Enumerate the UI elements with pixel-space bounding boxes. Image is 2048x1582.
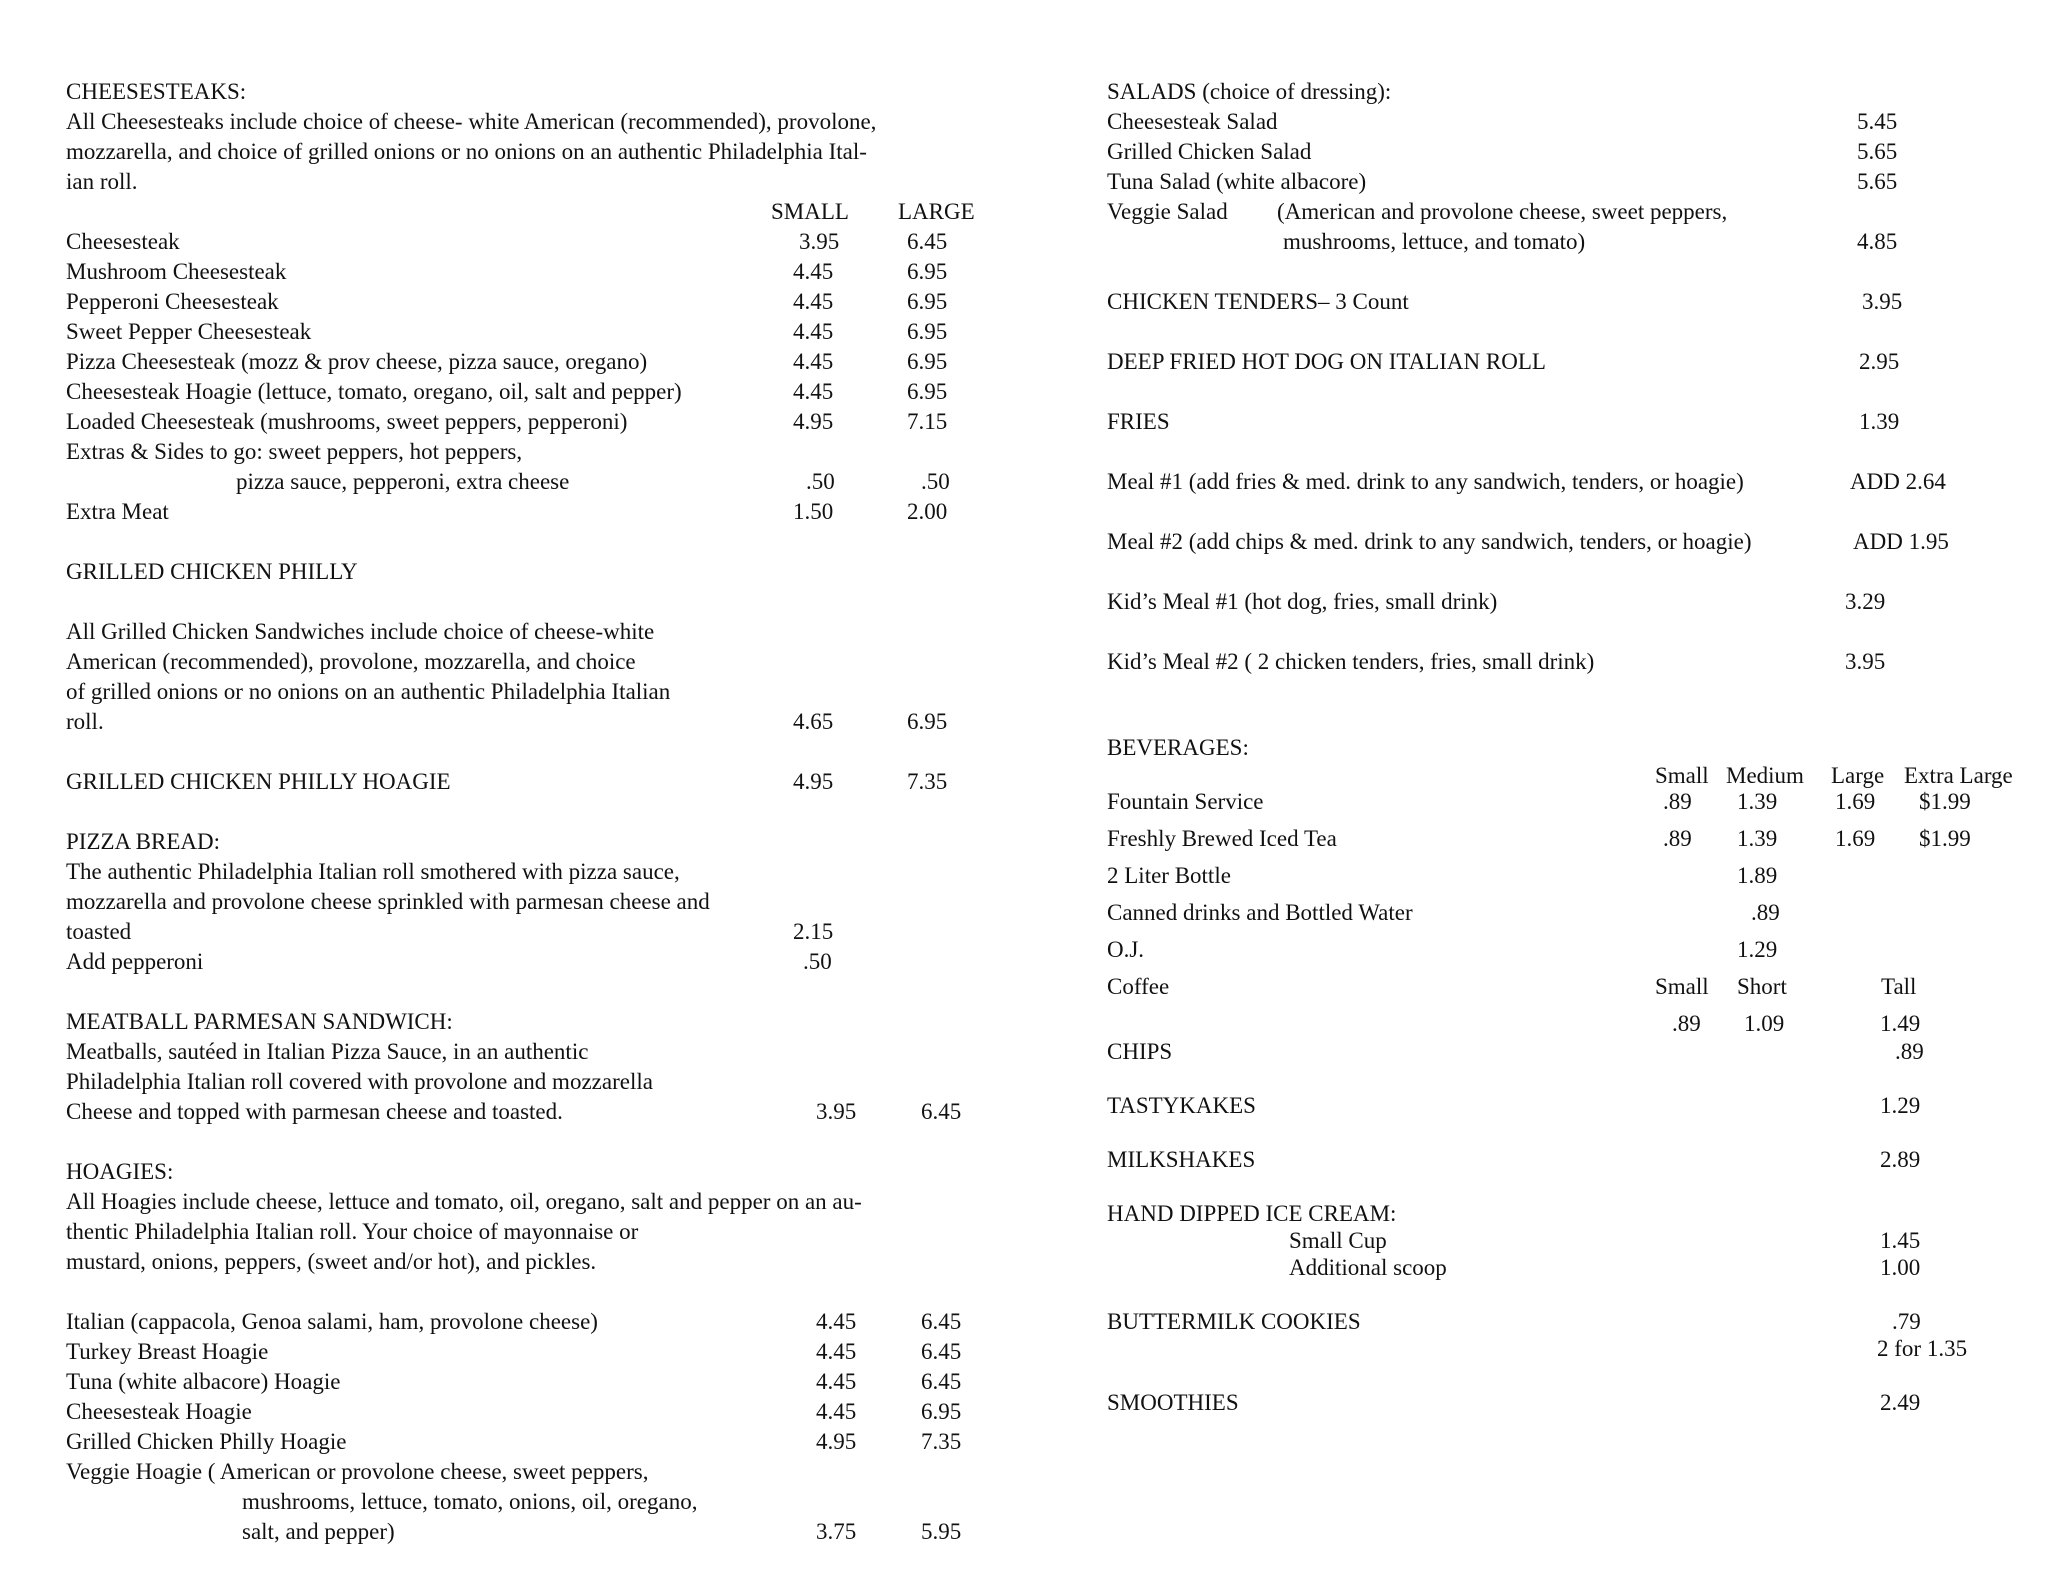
grilled-chicken-desc-line: roll. (66, 709, 104, 734)
menu-item-name: TASTYKAKES (1107, 1093, 1256, 1118)
menu-item-price: 2.49 (1880, 1390, 1921, 1415)
menu-item-price: 3.29 (1845, 589, 1886, 614)
beverage-price-xl: $1.99 (1919, 826, 1971, 851)
menu-item-price: 5.65 (1857, 169, 1898, 194)
menu-item-name: Pizza Cheesesteak (mozz & prov cheese, pizza sauce, oregano) (66, 349, 648, 374)
menu-item-price-large: 6.45 (921, 1309, 962, 1334)
menu-item-price: 5.45 (1857, 109, 1898, 134)
menu-item-price-large: 7.15 (907, 409, 948, 434)
menu-item-price-small: 4.45 (793, 259, 834, 284)
beverage-price-small: .89 (1663, 826, 1692, 851)
menu-item-name: Turkey Breast Hoagie (66, 1339, 269, 1364)
cheesesteaks-desc-line: All Cheesesteaks include choice of cheese- white American (recommended), provolone, (66, 109, 877, 134)
beverage-price-medium: 1.39 (1737, 789, 1778, 814)
menu-item-price: 4.85 (1857, 229, 1898, 254)
menu-item-name: DEEP FRIED HOT DOG ON ITALIAN ROLL (1107, 349, 1546, 374)
menu-item-name: Additional scoop (1289, 1255, 1447, 1280)
menu-item-name: Loaded Cheesesteak (mushrooms, sweet peppers, pepperoni) (66, 409, 628, 434)
menu-item-name: Pepperoni Cheesesteak (66, 289, 279, 314)
beverage-price-xl: $1.99 (1919, 789, 1971, 814)
menu-item-price-large: 6.95 (907, 259, 948, 284)
menu-item-price-small: 4.95 (793, 769, 834, 794)
menu-item-price-small: 4.45 (816, 1339, 857, 1364)
beverage-name: Freshly Brewed Iced Tea (1107, 826, 1337, 851)
extras-price-small: .50 (806, 469, 835, 494)
beverage-price-large: 1.69 (1835, 826, 1876, 851)
coffee-price-tall: 1.49 (1880, 1011, 1921, 1036)
menu-item-price-large: 2.00 (907, 499, 948, 524)
beverage-price-medium: 1.39 (1737, 826, 1778, 851)
menu-item-price-small: 4.45 (793, 289, 834, 314)
veggie-hoagie-line: mushrooms, lettuce, tomato, onions, oil, oregano, (242, 1489, 698, 1514)
veggie-salad-desc: (American and provolone cheese, sweet peppers, (1277, 199, 1728, 224)
beverage-price-large: 1.69 (1835, 789, 1876, 814)
menu-item-name: Cheesesteak Hoagie (66, 1399, 252, 1424)
meatball-desc-line: Cheese and topped with parmesan cheese and toasted. (66, 1099, 563, 1124)
beverage-size-medium: Medium (1726, 763, 1804, 788)
pizza-bread-desc-line: mozzarella and provolone cheese sprinkled with parmesan cheese and (66, 889, 710, 914)
cookie-price-single: .79 (1892, 1309, 1921, 1334)
beverage-size-large: Large (1831, 763, 1885, 788)
menu-item-name: Cheesesteak Salad (1107, 109, 1278, 134)
beverage-size-small: Small (1655, 763, 1709, 788)
hoagies-desc-line: All Hoagies include cheese, lettuce and tomato, oil, oregano, salt and pepper on an au- (66, 1189, 862, 1214)
menu-item-price: 3.95 (1862, 289, 1903, 314)
hoagies-desc-line: thentic Philadelphia Italian roll. Your choice of mayonnaise or (66, 1219, 639, 1244)
menu-item-price-large: 6.45 (921, 1099, 962, 1124)
menu-item-name: SMOOTHIES (1107, 1390, 1239, 1415)
menu-item-name: Cheesesteak Hoagie (lettuce, tomato, oregano, oil, salt and pepper) (66, 379, 682, 404)
menu-item-price-small: 3.95 (816, 1099, 857, 1124)
menu-item-price: 5.65 (1857, 139, 1898, 164)
menu-item-name: CHICKEN TENDERS– 3 Count (1107, 289, 1409, 314)
veggie-hoagie-line: Veggie Hoagie ( American or provolone cheese, sweet peppers, (66, 1459, 649, 1484)
menu-item-price-large: 7.35 (921, 1429, 962, 1454)
menu-item-price-large: 6.95 (907, 709, 948, 734)
menu-item-price: ADD 2.64 (1850, 469, 1946, 494)
menu-item-name: MILKSHAKES (1107, 1147, 1256, 1172)
menu-item-name: Extra Meat (66, 499, 169, 524)
coffee-price-small: .89 (1672, 1011, 1701, 1036)
menu-item-name: Cheesesteak (66, 229, 180, 254)
menu-item-price-large: 7.35 (907, 769, 948, 794)
menu-item-price-small: 4.45 (816, 1399, 857, 1424)
menu-item-price-large: 6.95 (907, 289, 948, 314)
menu-item-price: 1.29 (1880, 1093, 1921, 1118)
beverage-price-medium: 1.89 (1737, 863, 1778, 888)
menu-item-name: Mushroom Cheesesteak (66, 259, 287, 284)
menu-item-name: Add pepperoni (66, 949, 204, 974)
menu-item-name: Small Cup (1289, 1228, 1387, 1253)
menu-item-name: Kid’s Meal #1 (hot dog, fries, small drink) (1107, 589, 1498, 614)
menu-item-price-small: 4.45 (793, 319, 834, 344)
menu-item-name: Tuna Salad (white albacore) (1107, 169, 1367, 194)
pizza-bread-desc-line: toasted (66, 919, 132, 944)
size-small-header: SMALL (771, 199, 849, 224)
menu-item-name: Kid’s Meal #2 ( 2 chicken tenders, fries, small drink) (1107, 649, 1595, 674)
menu-item-name: Italian (cappacola, Genoa salami, ham, provolone cheese) (66, 1309, 598, 1334)
menu-item-name: Meal #2 (add chips & med. drink to any sandwich, tenders, or hoagie) (1107, 529, 1752, 554)
menu-item-price-small: 1.50 (793, 499, 834, 524)
extras-price-large: .50 (921, 469, 950, 494)
beverage-price-medium: .89 (1751, 900, 1780, 925)
menu-item-price: .89 (1895, 1039, 1924, 1064)
coffee-size-small: Small (1655, 974, 1709, 999)
veggie-hoagie-line: salt, and pepper) (242, 1519, 395, 1544)
coffee-price-short: 1.09 (1744, 1011, 1785, 1036)
menu-item-price-large: 6.95 (921, 1399, 962, 1424)
menu-item-price: 2.89 (1880, 1147, 1921, 1172)
menu-item-price-small: 4.95 (816, 1429, 857, 1454)
menu-item-price-small: 4.95 (793, 409, 834, 434)
menu-item-name: BUTTERMILK COOKIES (1107, 1309, 1361, 1334)
menu-item-price: 1.45 (1880, 1228, 1921, 1253)
menu-item-price: 1.39 (1859, 409, 1900, 434)
menu-item-price-large: 5.95 (921, 1519, 962, 1544)
beverage-size-xl: Extra Large (1904, 763, 2013, 788)
menu-item-price-large: 6.45 (921, 1369, 962, 1394)
menu-item-price: 3.95 (1845, 649, 1886, 674)
coffee-size-short: Short (1737, 974, 1787, 999)
pizza-bread-desc-line: The authentic Philadelphia Italian roll smothered with pizza sauce, (66, 859, 680, 884)
pizza-bread-price: 2.15 (793, 919, 834, 944)
menu-item-price-large: 6.45 (907, 229, 948, 254)
salads-heading: SALADS (choice of dressing): (1107, 79, 1392, 104)
menu-item-price: .50 (803, 949, 832, 974)
grilled-chicken-desc-line: of grilled onions or no onions on an authentic Philadelphia Italian (66, 679, 671, 704)
veggie-salad-desc: mushrooms, lettuce, and tomato) (1283, 229, 1586, 254)
menu-item-price-large: 6.45 (921, 1339, 962, 1364)
menu-item-price-small: 4.45 (793, 349, 834, 374)
cheesesteaks-heading: CHEESESTEAKS: (66, 79, 247, 104)
beverage-name: Fountain Service (1107, 789, 1264, 814)
extras-line: pizza sauce, pepperoni, extra cheese (236, 469, 570, 494)
menu-item-name: Meal #1 (add fries & med. drink to any sandwich, tenders, or hoagie) (1107, 469, 1744, 494)
menu-item-price-large: 6.95 (907, 379, 948, 404)
grilled-chicken-desc-line: American (recommended), provolone, mozzarella, and choice (66, 649, 636, 674)
meatball-desc-line: Philadelphia Italian roll covered with provolone and mozzarella (66, 1069, 653, 1094)
menu-item-price-small: 4.65 (793, 709, 834, 734)
menu-item-price: 1.00 (1880, 1255, 1921, 1280)
beverage-price-small: .89 (1663, 789, 1692, 814)
cheesesteaks-desc-line: mozzarella, and choice of grilled onions or no onions on an authentic Philadelphia Ital- (66, 139, 867, 164)
beverage-name: O.J. (1107, 937, 1145, 962)
menu-item-name: CHIPS (1107, 1039, 1173, 1064)
menu-item-name: FRIES (1107, 409, 1170, 434)
menu-item-price-small: 4.45 (816, 1309, 857, 1334)
grilled-chicken-heading: GRILLED CHICKEN PHILLY (66, 559, 358, 584)
grilled-chicken-desc-line: All Grilled Chicken Sandwiches include choice of cheese-white (66, 619, 655, 644)
beverages-heading: BEVERAGES: (1107, 735, 1249, 760)
cookie-price-pair: 2 for 1.35 (1877, 1336, 1968, 1361)
meatball-heading: MEATBALL PARMESAN SANDWICH: (66, 1009, 453, 1034)
menu-item-price-small: 4.45 (816, 1369, 857, 1394)
hoagies-desc-line: mustard, onions, peppers, (sweet and/or hot), and pickles. (66, 1249, 597, 1274)
size-large-header: LARGE (898, 199, 975, 224)
extras-line: Extras & Sides to go: sweet peppers, hot peppers, (66, 439, 523, 464)
menu-item-name: Grilled Chicken Philly Hoagie (66, 1429, 347, 1454)
ice-cream-heading: HAND DIPPED ICE CREAM: (1107, 1201, 1397, 1226)
beverage-name: 2 Liter Bottle (1107, 863, 1231, 888)
beverage-name: Coffee (1107, 974, 1170, 999)
menu-item-price-small: 3.75 (816, 1519, 857, 1544)
menu-item-name: Grilled Chicken Salad (1107, 139, 1312, 164)
menu-item-name: Veggie Salad (1107, 199, 1228, 224)
cheesesteaks-desc-line: ian roll. (66, 169, 138, 194)
beverage-name: Canned drinks and Bottled Water (1107, 900, 1413, 925)
menu-item-price: ADD 1.95 (1853, 529, 1949, 554)
menu-item-name: Sweet Pepper Cheesesteak (66, 319, 312, 344)
hoagies-heading: HOAGIES: (66, 1159, 174, 1184)
menu-item-price-small: 3.95 (799, 229, 840, 254)
pizza-bread-heading: PIZZA BREAD: (66, 829, 220, 854)
menu-item-price-large: 6.95 (907, 349, 948, 374)
coffee-size-tall: Tall (1881, 974, 1917, 999)
beverage-price-medium: 1.29 (1737, 937, 1778, 962)
menu-item-price-large: 6.95 (907, 319, 948, 344)
menu-item-price: 2.95 (1859, 349, 1900, 374)
menu-item-name: Tuna (white albacore) Hoagie (66, 1369, 341, 1394)
menu-item-name: GRILLED CHICKEN PHILLY HOAGIE (66, 769, 451, 794)
meatball-desc-line: Meatballs, sautéed in Italian Pizza Sauce, in an authentic (66, 1039, 589, 1064)
menu-item-price-small: 4.45 (793, 379, 834, 404)
